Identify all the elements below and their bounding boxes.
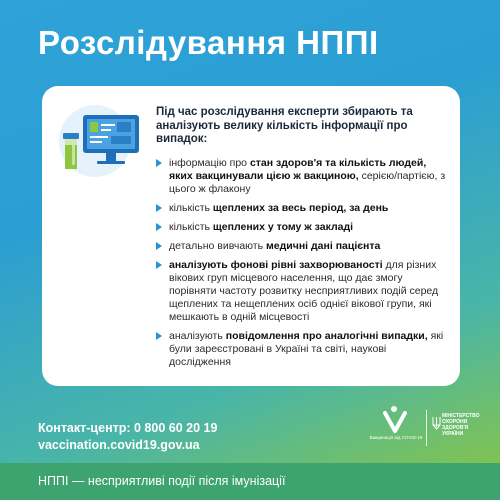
arrow-icon [156, 204, 162, 212]
bullet-item: детально вивчають медичні дані пацієнта [156, 240, 451, 253]
vaccination-logo [368, 404, 424, 452]
bullet-item: аналізують фонові рівні захворюваності для різних вікових груп місцевого населення, що дає змогу порівняти частоту розвитку несприятливих подій серед щеплених та нещеплених осіб однієї вікової групи, які мешкають в одній місцевості [156, 259, 451, 324]
arrow-icon [156, 242, 162, 250]
bullet-item: аналізують повідомлення про аналогічні випадки, які були зареєстровані в Україні та світі, наукові дослідження [156, 330, 451, 369]
lab-monitor-illustration [59, 103, 141, 179]
arrow-icon [156, 261, 162, 269]
bullet-item: інформацію про стан здоров'я та кількість людей, яких вакцинували цією ж вакциною, серією/партією, з цього ж флакону [156, 157, 451, 196]
card-lead-text: Під час розслідування експерти збирають та аналізують велику кількість інформації про випадок: [156, 106, 413, 145]
vaccination-caption: Вакцинація від COVID-19 [369, 435, 423, 440]
contact-website: vaccination.covid19.gov.ua [38, 438, 200, 452]
ministry-name: МІНІСТЕРСТВО ОХОРОНИ ЗДОРОВ'Я УКРАЇНИ [442, 413, 480, 437]
footer-bar [0, 463, 500, 500]
ministry-logo [432, 410, 492, 446]
trident-icon [432, 416, 441, 430]
arrow-icon [156, 332, 162, 340]
info-card [42, 86, 460, 386]
footer-text: НППІ — несприятливі події після імунізації [38, 474, 286, 488]
bullet-item: кількість щеплених у тому ж закладі [156, 221, 451, 234]
contact-block [38, 420, 217, 454]
bullet-item: кількість щеплених за весь період, за день [156, 202, 451, 215]
arrow-icon [156, 159, 162, 167]
bullet-list [156, 157, 451, 375]
logo-divider [426, 410, 427, 446]
arrow-icon [156, 223, 162, 231]
contact-phone: Контакт-центр: 0 800 60 20 19 [38, 421, 218, 435]
page-title: Розслідування НППІ [38, 24, 379, 61]
vaccination-v-icon [368, 404, 424, 434]
